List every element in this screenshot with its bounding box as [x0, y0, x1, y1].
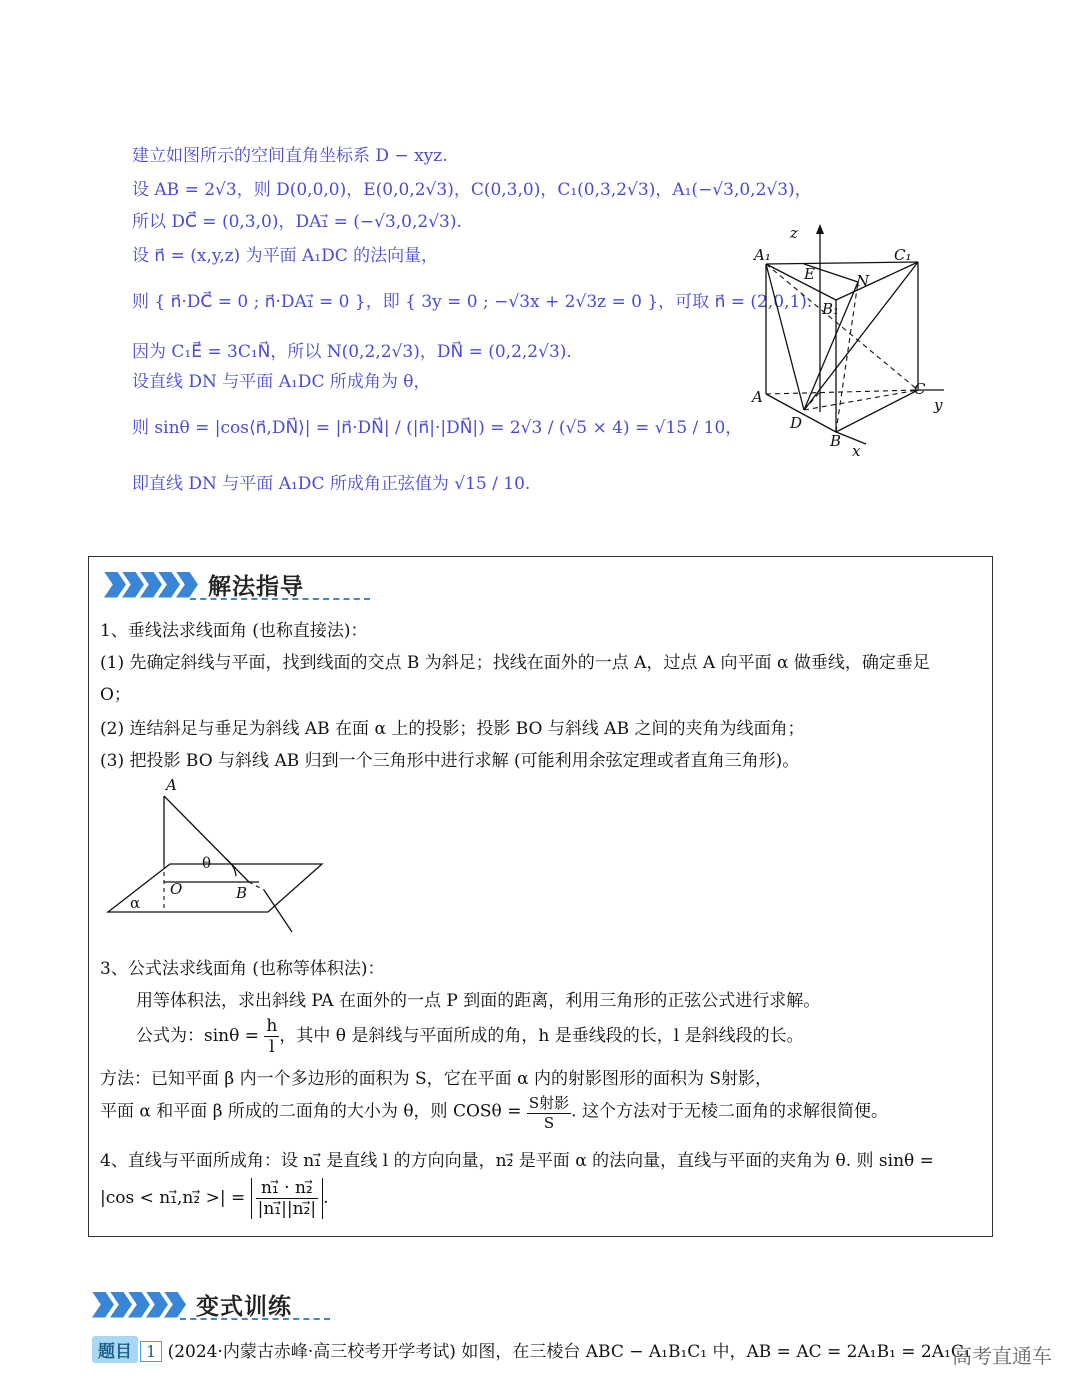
label-A: A [752, 388, 763, 406]
label-y: y [934, 396, 943, 414]
label-N: N [856, 272, 870, 290]
label-C1: C₁ [894, 246, 912, 264]
guide-p3a: 用等体积法，求出斜线 PA 在面外的一点 P 到面的距离，利用三角形的正弦公式进行求解。 [136, 991, 821, 1011]
guide-p3d [100, 1092, 888, 1132]
solution-line: 则 { n⃗·DC⃗ = 0 ; n⃗·DA₁⃗ = 0 }，即 { 3y = 0 ; −√3x + 2√3z = 0 }，可取 n⃗ = (2,0,1). [132, 292, 813, 312]
plane-angle-figure [104, 776, 328, 936]
label-B: B [830, 432, 842, 450]
label-z: z [790, 224, 798, 242]
label-A1: A₁ [754, 246, 771, 264]
solution-line: 所以 DC⃗ = (0,3,0)，DA₁⃗ = (−√3,0,2√3). [132, 212, 462, 232]
solution-line: 设 n⃗ = (x,y,z) 为平面 A₁DC 的法向量， [132, 246, 439, 266]
abs-cos-prefix: |cos < n₁⃗,n₂⃗ >| = [100, 1188, 246, 1208]
label-O: O [170, 880, 183, 898]
frac-numerator: S射影 [528, 1094, 570, 1112]
fraction-h-l [264, 1016, 279, 1057]
question-tag: 题目 [92, 1336, 138, 1363]
guide-p3b [136, 1016, 804, 1057]
practice-question [92, 1336, 971, 1363]
guide-p3c: 方法：已知平面 β 内一个多边形的面积为 S，它在平面 α 内的射影图形的面积为 S射影， [100, 1069, 773, 1089]
guide-p4b [100, 1178, 328, 1219]
watermark: 高考直通车 [952, 1344, 1052, 1368]
cos-formula-prefix: 平面 α 和平面 β 所成的二面角的大小为 θ，则 COSθ = [100, 1101, 522, 1122]
guide-title: 解法指导 [208, 574, 304, 600]
label-B1: B₁ [822, 300, 840, 318]
question-number: 1 [140, 1341, 162, 1362]
frac-numerator: n₁⃗ · n₂⃗ [256, 1178, 318, 1199]
label-A-2d: A [166, 776, 177, 794]
question-text: (2024·内蒙古赤峰·高三校考开学考试) 如图，在三棱台 ABC − A₁B₁C₁ 中，AB = AC = 2A₁B₁ = 2A₁C₁ [167, 1342, 971, 1362]
solution-line: 因为 C₁E⃗ = 3C₁N⃗，所以 N(0,2,2√3)，DN⃗ = (0,2,2√3). [132, 342, 572, 362]
solution-line: 设直线 DN 与平面 A₁DC 所成角为 θ， [132, 372, 431, 392]
label-alpha: α [130, 894, 141, 912]
label-E: E [804, 265, 815, 283]
practice-title: 变式训练 [196, 1294, 292, 1320]
label-D: D [790, 414, 803, 432]
guide-p1c: (3) 把投影 BO 与斜线 AB 归到一个三角形中进行求解 (可能利用余弦定理或者直角三角形)。 [100, 751, 800, 771]
guide-p4: 4、直线与平面所成角：设 n₁⃗ 是直线 l 的方向向量，n₂⃗ 是平面 α 的法向量，直线与平面的夹角为 θ. 则 sinθ = [100, 1151, 934, 1171]
cos-formula-suffix: . 这个方法对于无棱二面角的求解很简便。 [571, 1101, 888, 1122]
chevron-arrows-icon [104, 572, 194, 598]
formula-prefix: 公式为：sinθ = [136, 1026, 259, 1046]
solution-line: 设 AB = 2√3，则 D(0,0,0)，E(0,0,2√3)，C(0,3,0)，C₁(0,3,2√3)，A₁(−√3,0,2√3)， [132, 180, 812, 200]
guide-header [104, 568, 304, 601]
guide-p1a: (1) 先确定斜线与平面，找到线面的交点 B 为斜足；找线在面外的一点 A，过点 A 向平面 α 做垂线，确定垂足 [100, 653, 930, 673]
label-B-2d: B [236, 884, 248, 902]
abs-cos-suffix: . [323, 1188, 329, 1208]
label-theta: θ [202, 854, 212, 872]
frac-numerator: h [266, 1016, 278, 1036]
fraction-s [527, 1092, 571, 1132]
frac-denominator: l [269, 1037, 275, 1057]
solution-line: 即直线 DN 与平面 A₁DC 所成角正弦值为 √15 / 10. [132, 474, 531, 494]
formula-suffix: ，其中 θ 是斜线与平面所成的角，h 是垂线段的长，l 是斜线段的长。 [279, 1026, 804, 1046]
label-x: x [852, 442, 861, 460]
prism-figure [748, 222, 970, 460]
header-underline [190, 598, 370, 600]
chevron-arrows-icon [92, 1292, 182, 1318]
guide-p1b: (2) 连结斜足与垂足为斜线 AB 在面 α 上的投影；投影 BO 与斜线 AB 之间的夹角为线面角； [100, 719, 805, 739]
frac-denominator: S [543, 1114, 555, 1132]
header-underline [180, 1318, 330, 1320]
abs-value-bars [251, 1178, 323, 1219]
frac-denominator: |n₁⃗||n₂⃗| [257, 1199, 317, 1219]
guide-p1: 1、垂线法求线面角 (也称直接法)： [100, 621, 368, 641]
guide-p1a2: O； [100, 685, 131, 705]
solution-line: 则 sinθ = |cos⟨n⃗,DN⃗⟩| = |n⃗·DN⃗| / (|n⃗|·|DN⃗|) = 2√3 / (√5 × 4) = √15 / 10， [132, 418, 743, 438]
label-C: C [914, 380, 926, 398]
solution-line: 建立如图所示的空间直角坐标系 D − xyz. [132, 146, 448, 166]
guide-p3: 3、公式法求线面角 (也称等体积法)： [100, 959, 385, 979]
practice-header [92, 1288, 292, 1321]
fraction-n1-n2 [256, 1178, 318, 1219]
